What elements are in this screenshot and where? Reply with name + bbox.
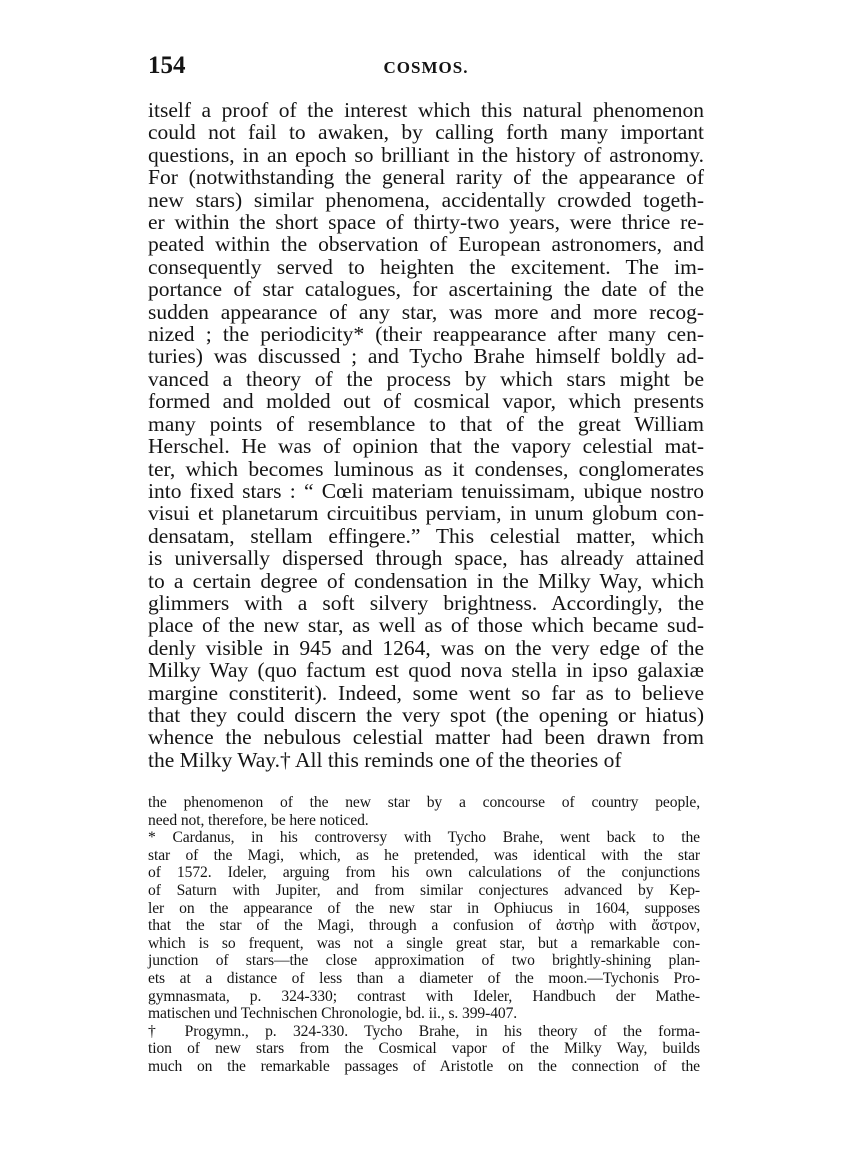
- footnote-line: of Saturn with Jupiter, and from similar conjectures advanced by Kep-: [148, 881, 700, 899]
- body-line: densatam, stellam effingere.” This celestial matter, which: [148, 523, 704, 548]
- body-line: place of the new star, as well as of those which became sud-: [148, 613, 704, 638]
- footnote-line: ets at a distance of less than a diameter of the moon.—Tychonis Pro-: [148, 969, 700, 987]
- footnotes: [148, 794, 700, 1076]
- footnote-line: matischen und Technischen Chronologie, bd. ii., s. 399-407.: [148, 1005, 518, 1023]
- main-text: [148, 99, 704, 771]
- footnote-line: tion of new stars from the Cosmical vapor of the Milky Way, builds: [148, 1040, 700, 1058]
- body-line: Herschel. He was of opinion that the vapory celestial mat-: [148, 434, 704, 459]
- body-line: nized ; the periodicity* (their reappearance after many cen-: [148, 322, 704, 347]
- footnote-line: that the star of the Magi, through a confusion of ἀστὴρ with ἄστρον,: [148, 917, 700, 935]
- body-line: that they could discern the very spot (the opening or hiatus): [148, 702, 704, 727]
- footnote-line: which is so frequent, was not a single great star, but a remarkable con-: [148, 934, 700, 952]
- body-line: could not fail to awaken, by calling forth many important: [148, 120, 704, 145]
- body-line: For (notwithstanding the general rarity of the appearance of: [148, 165, 704, 190]
- body-line: into fixed stars : “ Cœli materiam tenuissimam, ubique nostro: [148, 478, 704, 503]
- footnote-line: star of the Magi, which, as he pretended, was identical with the star: [148, 846, 700, 864]
- footnote-line: junction of stars—the close approximation of two brightly-shining plan-: [148, 952, 700, 970]
- body-line: the Milky Way.† All this reminds one of the theories of: [148, 747, 622, 772]
- body-line: turies) was discussed ; and Tycho Brahe himself boldly ad-: [148, 344, 704, 369]
- footnote-line: † Progymn., p. 324-330. Tycho Brahe, in his theory of the forma-: [148, 1022, 700, 1040]
- footnote-line: need not, therefore, be here noticed.: [148, 811, 369, 829]
- body-line: vanced a theory of the process by which stars might be: [148, 366, 704, 391]
- body-line: whence the nebulous celestial matter had been drawn from: [148, 725, 704, 750]
- body-line: ter, which becomes luminous as it condenses, conglomerates: [148, 456, 704, 481]
- body-line: portance of star catalogues, for ascertaining the date of the: [148, 277, 704, 302]
- body-line: many points of resemblance to that of the great William: [148, 411, 704, 436]
- body-line: visui et planetarum circuitibus perviam, in unum globum con-: [148, 501, 704, 526]
- body-line: sudden appearance of any star, was more and more recog-: [148, 299, 704, 324]
- footnote-line: much on the remarkable passages of Aristotle on the connection of the: [148, 1057, 700, 1075]
- body-line: formed and molded out of cosmical vapor, which presents: [148, 389, 704, 414]
- body-line: consequently served to heighten the excitement. The im-: [148, 254, 704, 279]
- body-line: peated within the observation of European astronomers, and: [148, 232, 704, 257]
- running-title: COSMOS.: [383, 58, 469, 77]
- footnote-line: of 1572. Ideler, arguing from his own calculations of the conjunctions: [148, 864, 700, 882]
- body-line: is universally dispersed through space, has already attained: [148, 546, 704, 571]
- body-line: to a certain degree of condensation in the Milky Way, which: [148, 568, 704, 593]
- body-line: Milky Way (quo factum est quod nova stella in ipso galaxiæ: [148, 658, 704, 683]
- footnote-line: the phenomenon of the new star by a concourse of country people,: [148, 794, 700, 811]
- body-line: er within the short space of thirty-two years, were thrice re-: [148, 210, 704, 235]
- body-line: margine constiterit). Indeed, some went so far as to believe: [148, 680, 704, 705]
- body-line: new stars) similar phenomena, accidentally crowded togeth-: [148, 187, 704, 212]
- body-line: itself a proof of the interest which this natural phenomenon: [148, 98, 704, 122]
- footnote-line: gymnasmata, p. 324-330; contrast with Ideler, Handbuch der Mathe-: [148, 987, 700, 1005]
- page-number: 154: [148, 52, 186, 79]
- body-line: questions, in an epoch so brilliant in the history of astronomy.: [148, 142, 704, 167]
- body-line: denly visible in 945 and 1264, was on the very edge of the: [148, 635, 704, 660]
- page-header: [148, 50, 704, 90]
- body-line: glimmers with a soft silvery brightness. Accordingly, the: [148, 590, 704, 615]
- footnote-line: * Cardanus, in his controversy with Tycho Brahe, went back to the: [148, 829, 700, 847]
- footnote-line: ler on the appearance of the new star in Ophiucus in 1604, supposes: [148, 899, 700, 917]
